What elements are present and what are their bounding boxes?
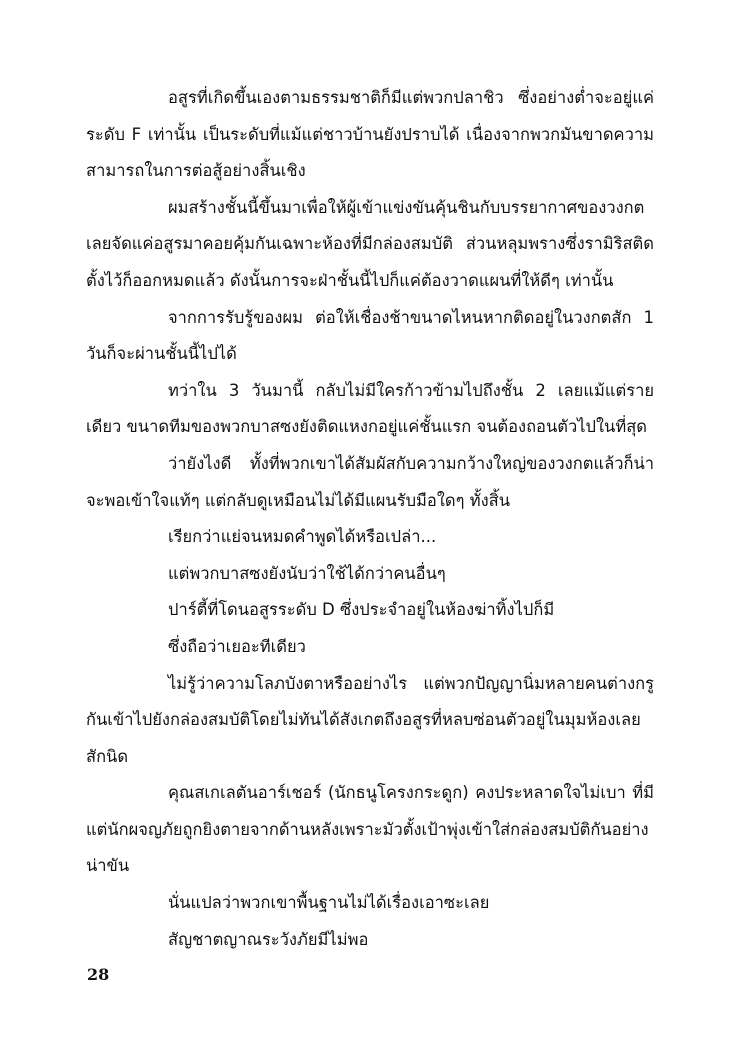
paragraph: ปาร์ตี้ที่โดนอสูรระดับ D ซึ่งประจำอยู่ในห้องฆ่าทิ้งไปก็มี — [168, 600, 555, 620]
paragraph: ไม่รู้ว่าความโลภบังตาหรืออย่างไร แต่พวกปัญญานิ่มหลายคนต่างกรูกันเข้าไปยังกล่องสมบัติโดยไม่ทันได้สังเกตถึงอสูรที่หลบซ่อนตัวอยู่ในมุมห้องเลยสักนิด — [86, 673, 654, 766]
paragraph: ผมสร้างชั้นนี้ขึ้นมาเพื่อให้ผู้เข้าแข่งขันคุ้นชินกับบรรยากาศของวงกต เลยจัดแค่อสูรมาคอยคุ้มกันเฉพาะห้องที่มีกล่องสมบัติ ส่วนหลุมพรางซึ่งรามิริสติดตั้งไว้ก็ออกหมดแล้ว ดังนั้นการจะฝ่าชั้นนี้ไปก็แค่ต้องวาดแผนที่ให้ดีๆ เท่านั้น — [86, 197, 654, 290]
paragraph: นั่นแปลว่าพวกเขาพื้นฐานไม่ได้เรื่องเอาซะเลย — [168, 893, 490, 913]
paragraph: ซึ่งถือว่าเยอะทีเดียว — [168, 636, 306, 656]
paragraph: ว่ายังไงดี ทั้งที่พวกเขาได้สัมผัสกับความกว้างใหญ่ของวงกตแล้วก็น่าจะพอเข้าใจแท้ๆ แต่กลับดูเหมือนไม่ได้มีแผนรับมือใดๆ ทั้งสิ้น — [86, 453, 654, 510]
paragraph: คุณสเกเลตันอาร์เชอร์ (นักธนูโครงกระดูก) คงประหลาดใจไม่เบา ที่มีแต่นักผจญภัยถูกยิงตายจากด้านหลังเพราะมัวตั้งเป้าพุ่งเข้าใส่กล่องสมบัติกันอย่างน่าขัน — [86, 783, 654, 876]
paragraph: อสูรที่เกิดขึ้นเองตามธรรมชาติก็มีแต่พวกปลาชิว ซึ่งอย่างต่ำจะอยู่แค่ระดับ F เท่านั้น เป็นระดับที่แม้แต่ชาวบ้านยังปราบได้ เนื่องจากพวกมันขาดความสามารถในการต่อสู้อย่างสิ้นเชิง — [86, 88, 654, 181]
paragraph: สัญชาตญาณระวังภัยมีไม่พอ — [168, 929, 369, 949]
paragraph: ทว่าใน 3 วันมานี้ กลับไม่มีใครก้าวข้ามไปถึงชั้น 2 เลยแม้แต่รายเดียว ขนาดทีมของพวกบาสซงยังติดแหงกอยู่แค่ชั้นแรก จนต้องถอนตัวไปในที่สุด — [86, 380, 654, 437]
paragraph: แต่พวกบาสซงยังนับว่าใช้ได้กว่าคนอื่นๆ — [168, 563, 446, 583]
paragraph: จากการรับรู้ของผม ต่อให้เชื่องช้าขนาดไหนหากติดอยู่ในวงกตสัก 1 วันก็จะผ่านชั้นนี้ไปได้ — [86, 307, 654, 364]
body-text — [86, 80, 654, 958]
page-number: 28 — [87, 965, 110, 984]
paragraph: เรียกว่าแย่จนหมดคำพูดได้หรือเปล่า... — [168, 527, 437, 547]
